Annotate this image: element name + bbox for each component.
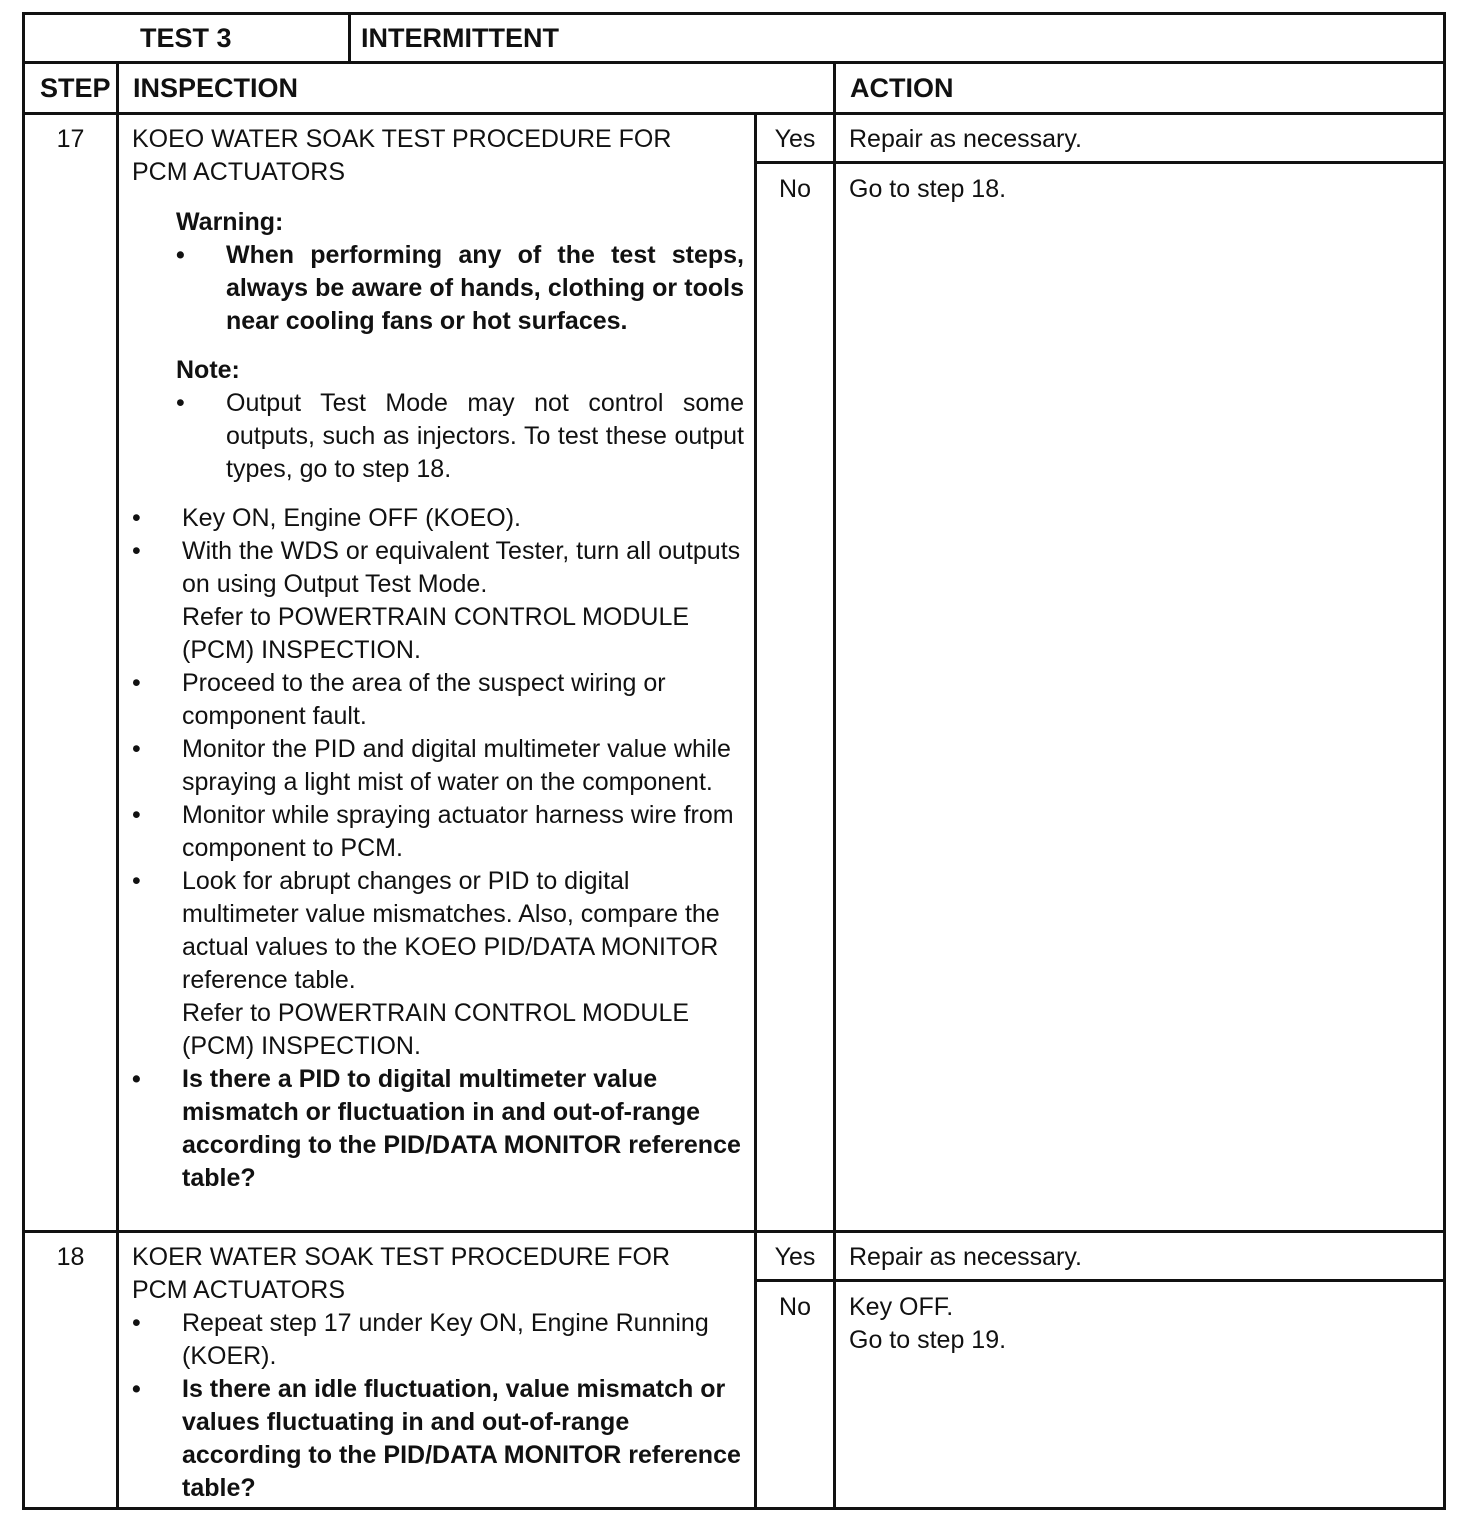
no-label: No	[779, 1293, 811, 1321]
note-block	[176, 354, 744, 486]
list-item	[132, 799, 744, 865]
procedure-table	[22, 12, 1446, 1510]
list-item-text: Monitor the PID and digital multimeter value while spraying a light mist of water on the component.	[182, 735, 731, 796]
test-number: TEST 3	[140, 23, 232, 53]
warning-text: • When performing any of the test steps, always be aware of hands, clothing or tools near cooling fans or hot surfaces.	[176, 239, 744, 338]
note-text: • Output Test Mode may not control some outputs, such as injectors. To test these output types, go to step 18.	[176, 387, 744, 486]
list-item-text: Key ON, Engine OFF (KOEO).	[182, 504, 521, 532]
list-item-text: Look for abrupt changes or PID to digital multimeter value mismatches. Also, compare the actual values to the KOEO PID/DATA MONITOR reference table.	[182, 867, 720, 994]
inspection-step-18	[132, 1241, 744, 1505]
warning-list	[176, 239, 744, 338]
step-title-line1: KOEO WATER SOAK TEST PROCEDURE FOR	[132, 125, 672, 153]
list-item	[132, 865, 744, 1063]
step-title-line2: PCM ACTUATORS	[132, 158, 345, 186]
yes-label: Yes	[774, 125, 816, 153]
procedure-list	[132, 1307, 744, 1505]
no-action-line1: Key OFF.	[849, 1293, 954, 1321]
column-header-inspection: INSPECTION	[133, 73, 299, 103]
no-action-line2: Go to step 19.	[849, 1326, 1007, 1354]
rule-header-split	[348, 15, 351, 61]
procedure-list	[132, 502, 744, 1195]
rule-step-column	[116, 61, 119, 1507]
column-header-step: STEP	[40, 73, 111, 103]
question-text: Is there an idle fluctuation, value mismatch or values fluctuating in and out-of-range according to the PID/DATA MONITOR reference table?	[182, 1375, 741, 1502]
no-action: Go to step 18.	[849, 175, 1007, 203]
rule-step17-yes-no	[754, 161, 1443, 164]
list-item	[132, 1307, 744, 1373]
list-item-reference: Refer to POWERTRAIN CONTROL MODULE (PCM) INSPECTION.	[182, 999, 690, 1060]
test-name: INTERMITTENT	[361, 23, 559, 53]
yes-action: Repair as necessary.	[849, 125, 1082, 153]
no-label: No	[779, 175, 811, 203]
list-item-reference: Refer to POWERTRAIN CONTROL MODULE (PCM) INSPECTION.	[182, 603, 690, 664]
warning-label: Warning:	[176, 208, 284, 236]
question-item	[132, 1373, 744, 1505]
list-item-text: Repeat step 17 under Key ON, Engine Running (KOER).	[182, 1309, 709, 1370]
rule-yesno-left	[754, 112, 757, 1230]
list-item	[132, 502, 744, 535]
rule-under-header	[25, 61, 1443, 64]
rule-under-columns	[25, 112, 1443, 115]
step-title-line1: KOER WATER SOAK TEST PROCEDURE FOR	[132, 1243, 671, 1271]
list-item	[132, 733, 744, 799]
rule-action-column	[833, 61, 836, 1507]
column-header-action: ACTION	[850, 73, 954, 103]
note-label: Note:	[176, 356, 240, 384]
step-title-line2: PCM ACTUATORS	[132, 1276, 345, 1304]
list-item-text: With the WDS or equivalent Tester, turn all outputs on using Output Test Mode.	[182, 537, 741, 598]
step-number: 17	[56, 125, 85, 153]
rule-step18-yes-no	[754, 1279, 1443, 1282]
yes-label: Yes	[774, 1243, 816, 1271]
rule-between-steps	[25, 1230, 1443, 1233]
list-item-text: Proceed to the area of the suspect wiring or component fault.	[182, 669, 666, 730]
list-item	[132, 535, 744, 667]
note-list	[176, 387, 744, 486]
inspection-step-17	[132, 123, 744, 1195]
question-item	[132, 1063, 744, 1195]
step-number: 18	[56, 1243, 85, 1271]
list-item-text: Monitor while spraying actuator harness wire from component to PCM.	[182, 801, 734, 862]
list-item	[132, 667, 744, 733]
warning-block	[176, 206, 744, 338]
yes-action: Repair as necessary.	[849, 1243, 1082, 1271]
question-text: Is there a PID to digital multimeter value mismatch or fluctuation in and out-of-range according to the PID/DATA MONITOR reference table?	[182, 1065, 741, 1192]
no-action	[849, 1291, 1006, 1357]
